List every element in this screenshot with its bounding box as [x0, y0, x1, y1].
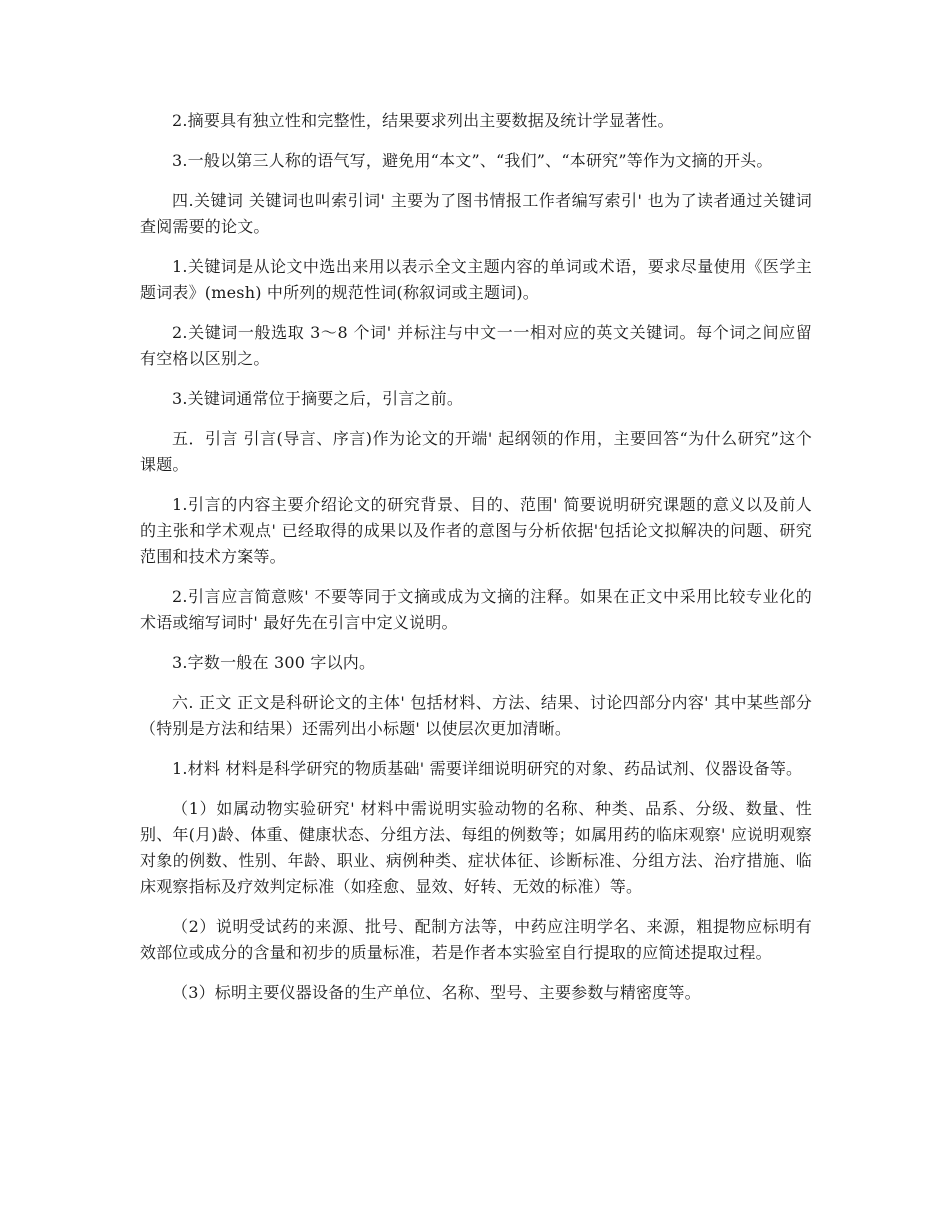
paragraph-materials-item-2: （2）说明受试药的来源、批号、配制方法等，中药应注明学名、来源，粗提物应标明有效部位或成分的含量和初步的质量标准，若是作者本实验室自行提取的应简述提取过程。	[140, 917, 812, 962]
paragraph-materials-item-3: （3）标明主要仪器设备的生产单位、名称、型号、主要参数与精密度等。	[172, 983, 701, 1002]
document-page	[140, 108, 812, 1020]
paragraph-materials-item-1: （1）如属动物实验研究' 材料中需说明实验动物的名称、种类、品系、分级、数量、性别、年(月)龄、体重、健康状态、分组方法、每组的例数等；如属用药的临床观察' 应说明观察对象的例数、性别、年龄、职业、病例种类、症状体征、诊断标准、分组方法、治疗措施、临床观察指标及疗效判定标准（如痊愈、显效、好转、无效的标准）等。	[140, 799, 812, 896]
paragraph-introduction-2: 2.引言应言简意赅' 不要等同于文摘或成为文摘的注释。如果在正文中采用比较专业化的术语或缩写词时' 最好先在引言中定义说明。	[140, 587, 812, 632]
paragraph-keywords-2: 2.关键词一般选取 3～8 个词' 并标注与中文一一相对应的英文关键词。每个词之间应留有空格以区别之。	[140, 323, 812, 368]
paragraph-keywords-3: 3.关键词通常位于摘要之后，引言之前。	[172, 389, 464, 408]
paragraph-keywords-1: 1.关键词是从论文中选出来用以表示全文主题内容的单词或术语，要求尽量使用《医学主题词表》(mesh) 中所列的规范性词(称叙词或主题词)。	[140, 257, 812, 302]
paragraph-introduction-3: 3.字数一般在 300 字以内。	[172, 653, 376, 672]
paragraph-body-heading: 六. 正文 正文是科研论文的主体' 包括材料、方法、结果、讨论四部分内容' 其中某些部分（特别是方法和结果）还需列出小标题' 以使层次更加清晰。	[140, 693, 812, 738]
paragraph-abstract-3: 3.一般以第三人称的语气写，避免用“本文”、“我们”、“本研究”等作为文摘的开头。	[172, 151, 773, 170]
paragraph-introduction-heading: 五．引言 引言(导言、序言)作为论文的开端' 起纲领的作用，主要回答“为什么研究”这个课题。	[140, 429, 812, 474]
paragraph-introduction-1: 1.引言的内容主要介绍论文的研究背景、目的、范围' 简要说明研究课题的意义以及前人的主张和学术观点' 已经取得的成果以及作者的意图与分析依据'包括论文拟解决的问题、研究范围和技术方案等。	[140, 495, 812, 566]
paragraph-keywords-heading: 四.关键词 关键词也叫索引词' 主要为了图书情报工作者编写索引' 也为了读者通过关键词查阅需要的论文。	[140, 191, 812, 236]
paragraph-abstract-2: 2.摘要具有独立性和完整性，结果要求列出主要数据及统计学显著性。	[172, 111, 674, 130]
paragraph-materials-1: 1.材料 材料是科学研究的物质基础' 需要详细说明研究的对象、药品试剂、仪器设备等。	[172, 759, 803, 778]
